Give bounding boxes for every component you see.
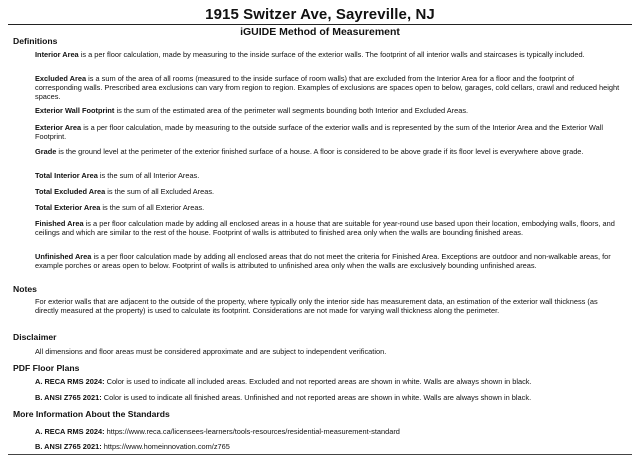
more-info-heading: More Information About the Standards <box>13 409 170 419</box>
definition-text: is a per floor calculation made by adding all enclosed areas that do not meet the criteria for Finished Area. Exceptions are outdoor and non-walkable areas, for example porches or areas open to below. Footprint of walls is attributed to unfinished area only when the walls are exclusively bounding unfinished areas. <box>35 252 611 270</box>
definition-term: Exterior Wall Footprint <box>35 106 115 115</box>
standard-link[interactable]: https://www.reca.ca/licensees-learners/tools-resources/residential-measurement-standard <box>104 427 400 436</box>
pdf-floor-plans-heading: PDF Floor Plans <box>13 363 80 373</box>
definition-total-exterior-area <box>35 204 620 213</box>
definition-text: is the sum of the estimated area of the perimeter wall segments bounding both Interior and Excluded Areas. <box>114 106 469 115</box>
definition-finished-area <box>35 220 620 238</box>
standard-term: A. RECA RMS 2024: <box>35 377 105 386</box>
definition-term: Unfinished Area <box>35 252 92 261</box>
title-divider <box>8 24 632 25</box>
disclaimer-heading: Disclaimer <box>13 332 57 342</box>
page-subtitle: iGUIDE Method of Measurement <box>240 26 400 38</box>
definition-interior-area <box>35 51 620 60</box>
definition-text: is the sum of all Exterior Areas. <box>100 203 205 212</box>
definition-text: is a per floor calculation made by adding all enclosed areas in a house that are suitable for year-round use based upon their location, embodying walls, floors, and ceilings and which are similar to the rest of the house. Footprint of walls is attributed to finished area only when the walls are bounding finished areas. <box>35 219 615 237</box>
definition-text: is the sum of all Excluded Areas. <box>105 187 215 196</box>
definition-term: Interior Area <box>35 50 79 59</box>
standard-text: Color is used to indicate all finished areas. Unfinished and not reported areas are shown in white. Walls are always shown in black. <box>101 393 532 402</box>
bottom-divider <box>8 454 632 455</box>
definition-term: Excluded Area <box>35 74 87 83</box>
pdf-floor-plan-reca <box>35 378 620 387</box>
definition-text: is the sum of all Interior Areas. <box>97 171 200 180</box>
page-title: 1915 Switzer Ave, Sayreville, NJ <box>205 6 435 23</box>
standard-term: B. ANSI Z765 2021: <box>35 393 102 402</box>
definitions-heading: Definitions <box>13 36 58 46</box>
definition-text: is the ground level at the perimeter of the exterior finished surface of a house. A floor is considered to be above grade if its floor level is everywhere above grade. <box>56 147 584 156</box>
definition-text: is a sum of the area of all rooms (measured to the inside surface of room walls) that are excluded from the Interior Area for a floor and the footprint of corresponding walls. Prescribed area exclusions can vary from region to region. Examples of exclusions are spaces open to below, garages, cold cellars, crawl and reduced height spaces. <box>35 74 620 101</box>
definition-total-interior-area <box>35 172 620 181</box>
pdf-floor-plan-ansi <box>35 394 620 403</box>
standard-term: B. ANSI Z765 2021: <box>35 442 102 451</box>
definition-term: Total Excluded Area <box>35 187 106 196</box>
more-info-reca <box>35 428 620 437</box>
disclaimer-text: All dimensions and floor areas must be considered approximate and are subject to independent verification. <box>35 347 387 356</box>
definition-text: is a per floor calculation, made by measuring to the inside surface of the exterior walls. The footprint of all interior walls and staircases is typically included. <box>78 50 585 59</box>
definition-term: Finished Area <box>35 219 84 228</box>
notes-text: For exterior walls that are adjacent to the outside of the property, where typically only the interior side has measurement data, an estimation of the exterior wall thickness (as directly measured at the property) is used to calculate its footprint. Considerations are not made for varying wall thickness along the perimeter. <box>35 297 598 315</box>
standard-text: Color is used to indicate all included areas. Excluded and not reported areas are shown in white. Walls are always shown in black. <box>104 377 532 386</box>
definition-text: is a per floor calculation, made by measuring to the outside surface of the exterior walls and is represented by the sum of the Interior Area and the Exterior Wall Footprint. <box>35 123 604 141</box>
definition-term: Total Exterior Area <box>35 203 101 212</box>
definition-term: Grade <box>35 147 57 156</box>
definition-excluded-area <box>35 75 620 102</box>
definition-term: Total Interior Area <box>35 171 98 180</box>
definition-unfinished-area <box>35 253 620 271</box>
definition-grade <box>35 148 620 157</box>
definition-term: Exterior Area <box>35 123 82 132</box>
standard-term: A. RECA RMS 2024: <box>35 427 105 436</box>
definition-exterior-area <box>35 124 620 142</box>
definition-exterior-wall-footprint <box>35 107 620 116</box>
notes-heading: Notes <box>13 284 37 294</box>
more-info-ansi <box>35 443 620 452</box>
definition-total-excluded-area <box>35 188 620 197</box>
standard-link[interactable]: https://www.homeinnovation.com/z765 <box>101 442 230 451</box>
